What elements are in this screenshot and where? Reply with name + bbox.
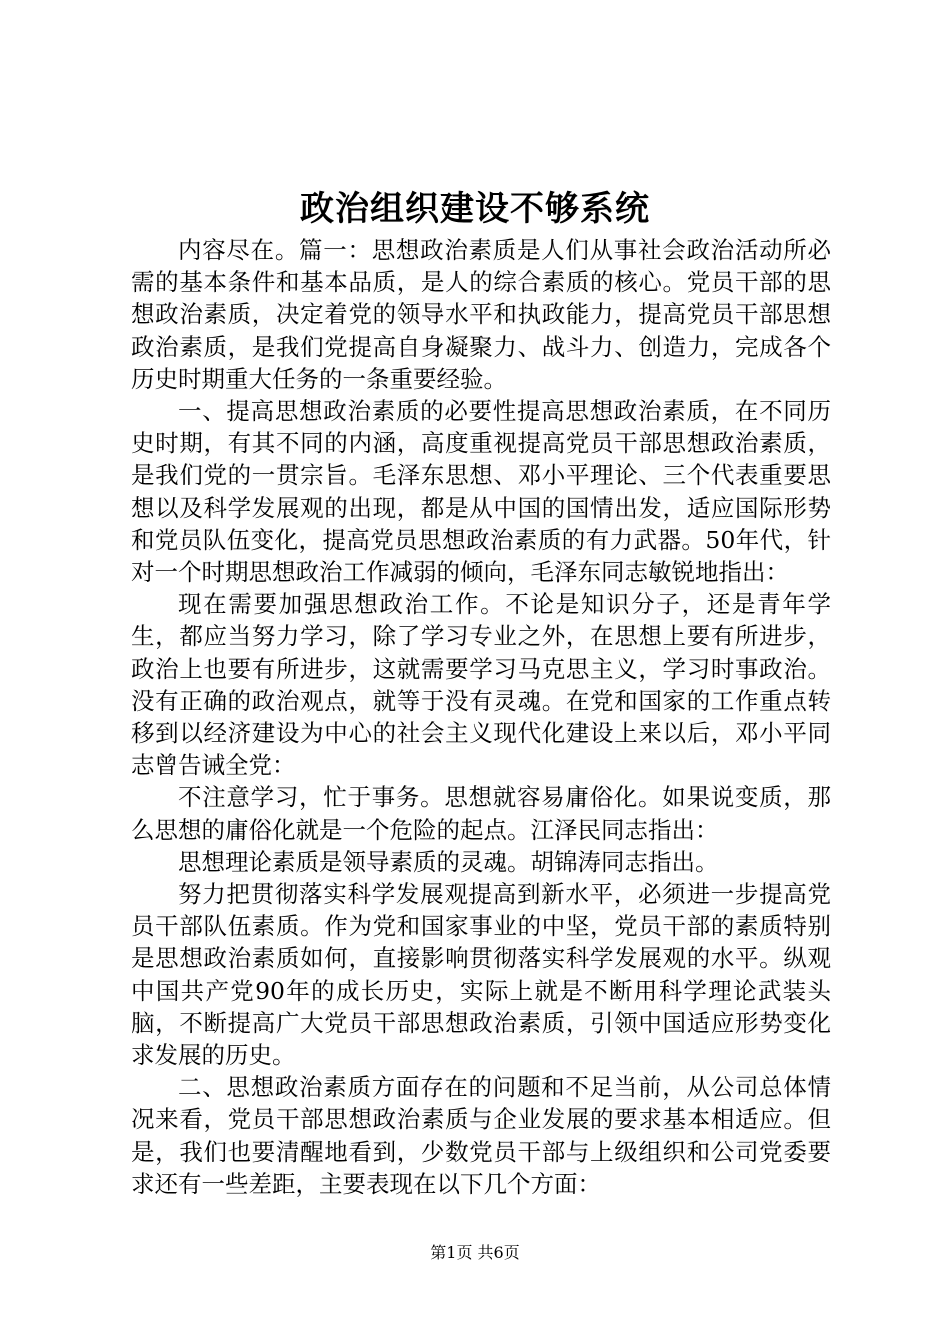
paragraph-4: 不注意学习，忙于事务。思想就容易庸俗化。如果说变质，那么思想的庸俗化就是一个危险的起点。江泽民同志指出： xyxy=(131,783,831,844)
paragraph-6: 努力把贯彻落实科学发展观提高到新水平，必须进一步提高党员干部队伍素质。作为党和国家事业的中坚，党员干部的素质特别是思想政治素质如何，直接影响贯彻落实科学发展观的水平。纵观中国共产党90年的成长历史，实际上就是不断用科学理论武装头脑，不断提高广大党员干部思想政治素质，引领中国适应形势变化求发展的历史。 xyxy=(131,880,831,1070)
paragraph-3: 现在需要加强思想政治工作。不论是知识分子，还是青年学生，都应当努力学习，除了学习专业之外，在思想上要有所进步，政治上也要有所进步，这就需要学习马克思主义，学习时事政治。没有正确的政治观点，就等于没有灵魂。在党和国家的工作重点转移到以经济建设为中心的社会主义现代化建设上来以后，邓小平同志曾告诫全党： xyxy=(131,590,831,780)
paragraph-2: 一、提高思想政治素质的必要性提高思想政治素质，在不同历史时期，有其不同的内涵，高度重视提高党员干部思想政治素质，是我们党的一贯宗旨。毛泽东思想、邓小平理论、三个代表重要思想以及科学发展观的出现，都是从中国的国情出发，适应国际形势和党员队伍变化，提高党员思想政治素质的有力武器。50年代，针对一个时期思想政治工作减弱的倾向，毛泽东同志敏锐地指出： xyxy=(131,397,831,587)
document-body xyxy=(131,234,831,1200)
paragraph-1: 内容尽在。篇一：思想政治素质是人们从事社会政治活动所必需的基本条件和基本品质，是人的综合素质的核心。党员干部的思想政治素质，决定着党的领导水平和执政能力，提高党员干部思想政治素质，是我们党提高自身凝聚力、战斗力、创造力，完成各个历史时期重大任务的一条重要经验。 xyxy=(131,236,831,393)
paragraph-7: 二、思想政治素质方面存在的问题和不足当前，从公司总体情况来看，党员干部思想政治素质与企业发展的要求基本相适应。但是，我们也要清醒地看到，少数党员干部与上级组织和公司党委要求还有一些差距，主要表现在以下几个方面： xyxy=(131,1073,831,1198)
document-title: 政治组织建设不够系统 xyxy=(300,189,650,229)
page-number-footer: 第1页 共6页 xyxy=(430,1243,520,1262)
paragraph-5: 思想理论素质是领导素质的灵魂。胡锦涛同志指出。 xyxy=(178,847,719,876)
